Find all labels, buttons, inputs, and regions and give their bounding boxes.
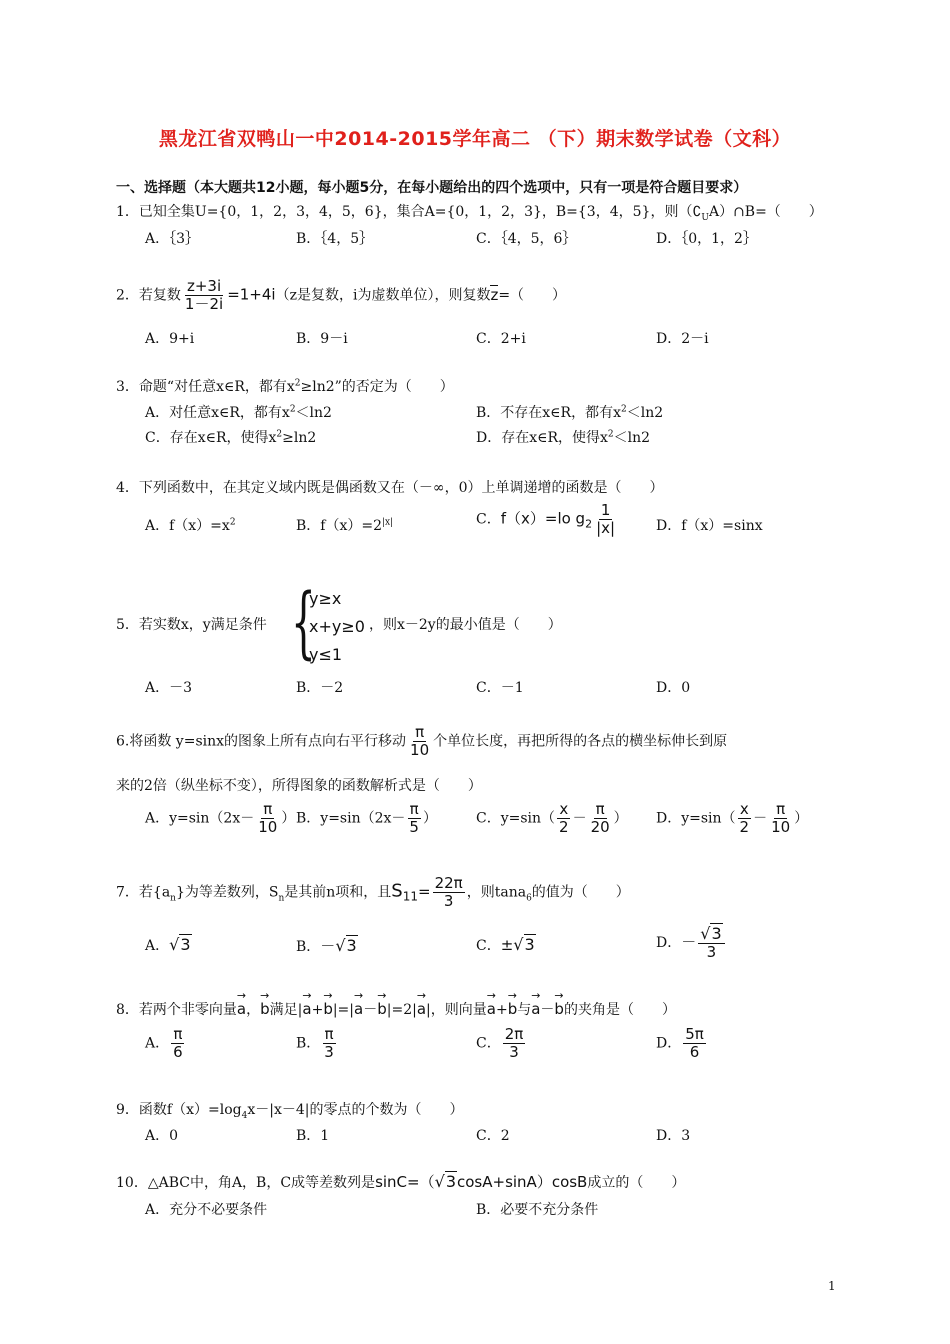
q10-option-b: B．必要不充分条件 [476, 1202, 599, 1218]
q7-option-b: B．－√3 [296, 936, 357, 955]
q6-option-a: A．y=sin（2x－ $\frac{\pi}{10}$ ） [145, 800, 296, 836]
q6-option-d: D．y=sin（ $\frac{x}{2}$ － $\frac{\pi}{10}$ ） [656, 800, 809, 836]
q8-option-c: C． $\frac{2\pi}{3}$ [476, 1025, 524, 1061]
q9-option-b: B．1 [296, 1128, 330, 1144]
question-1-stem: 1．已知全集U={0，1，2，3，4，5，6}，集合A={0，1，2，3}，B={3，4，5}，则$(∁_UA)\cap B=$（ ） [116, 204, 823, 223]
q4-option-b: B．$f(x)=2^{|x|}$ [296, 517, 394, 534]
q9-option-d: D．3 [656, 1128, 691, 1144]
q4-option-d: D．f（x）=sinx [656, 518, 763, 534]
question-8-stem: 8．若两个非零向量→ a，→ b满足|→ a+→ b|=|→ a－→ b|=2|→ a|，则向量→ a+→ b与→ a－→ b的夹角是（ ） [116, 999, 676, 1019]
q2-fraction: $\frac{z+3i}{1-2i}$ [184, 277, 224, 313]
question-2-stem: 2．若复数 $\frac{z+3i}{1-2i}$ =1+4i（z是复数，i为虚数单位），则复数z=（ ） [116, 277, 567, 313]
page-number: 1 [828, 1279, 836, 1293]
inequality-3: y≤1 [309, 645, 343, 664]
q8-option-d: D． $\frac{5\pi}{6}$ [656, 1025, 704, 1061]
q3-option-b: B．不存在x∈R，都有$x^2<\ln 2$ [476, 404, 664, 421]
q5-option-d: D．0 [656, 680, 691, 696]
q6-option-b: B．y=sin（2x－ $\frac{\pi}{5}$ ） [296, 800, 437, 836]
question-5-post: ，则x－2y的最小值是（ ） [369, 617, 562, 633]
q5-option-a: A．－3 [145, 680, 193, 696]
q2-option-b: B．9－i [296, 331, 348, 347]
q3-option-d: D．存在x∈R，使得$x^2<\ln 2$ [476, 429, 651, 446]
q5-option-c: C．－1 [476, 680, 524, 696]
exam-title: 黑龙江省双鸭山一中2014-2015学年高二 （下）期末数学试卷（文科） [158, 128, 792, 150]
question-6-line1: 6.将函数 y=sinx的图象上所有点向右平行移动 $\frac{\pi}{10}$ 个单位长度，再把所得的各点的横坐标伸长到原 [116, 723, 728, 759]
q5-option-b: B．－2 [296, 680, 344, 696]
inequality-system [309, 585, 365, 669]
q10-option-a: A．充分不必要条件 [145, 1202, 268, 1218]
question-9-stem: 9．函数$f(x)=\log_4x-|x-4|$的零点的个数为（ ） [116, 1102, 464, 1121]
question-3-stem: 3．命题“对任意x∈R，都有$x^2\ge\ln 2$”的否定为（ ） [116, 378, 454, 395]
question-5-pre: 5．若实数x，y满足条件 [116, 617, 267, 633]
q2-option-c: C．2+i [476, 331, 526, 347]
q4-option-c: C．f（x）=lo $g_2$ $\frac{1}{|x|}$ [476, 501, 616, 537]
q1-option-b: B．｛4，5｝ [296, 231, 374, 247]
q1-option-d: D．｛0，1，2｝ [656, 231, 757, 247]
q7-option-a: A．√3 [145, 935, 191, 954]
inequality-2: x+y≥0 [309, 617, 365, 636]
q2-option-a: A．9+i [145, 331, 195, 347]
q7-option-c: C．±√3 [476, 935, 535, 954]
question-6-line2: 来的2倍（纵坐标不变），所得图象的函数解析式是（ ） [116, 778, 482, 794]
q3-option-a: A．对任意x∈R，都有$x^2<\ln 2$ [145, 404, 332, 421]
q8-option-b: B． $\frac{\pi}{3}$ [296, 1025, 334, 1061]
q3-option-c: C．存在x∈R，使得$x^2\ge\ln 2$ [145, 429, 317, 446]
question-10-stem: 10．△ABC中，角A，B，C成等差数列是sinC=（√3cosA+sinA）cosB成立的（ ） [116, 1172, 686, 1191]
inequality-1: y≥x [309, 589, 342, 608]
question-4-stem: 4．下列函数中，在其定义域内既是偶函数又在（－∞，0）上单调递增的函数是（ ） [116, 480, 664, 496]
q4-option-a: A．$f(x)=x^2$ [145, 517, 236, 534]
q7-option-d: D．－ $\frac{√3}{3}$ [656, 925, 727, 961]
system-brace: { [291, 578, 316, 668]
q9-option-c: C．2 [476, 1128, 510, 1144]
question-7-stem: 7．若$\{a_n\}$为等差数列，$S_n$是其前n项和，且S11= $\frac{22\pi}{3}$ ，则tana$_6$的值为（ ） [116, 874, 630, 910]
q6-option-c: C．y=sin（ $\frac{x}{2}$ － $\frac{\pi}{20}$ ） [476, 800, 628, 836]
q9-option-a: A．0 [145, 1128, 179, 1144]
q8-option-a: A． $\frac{\pi}{6}$ [145, 1025, 183, 1061]
section-heading: 一、选择题（本大题共12小题，每小题5分，在每小题给出的四个选项中，只有一项是符合题目要求） [116, 180, 748, 196]
q2-option-d: D．2－i [656, 331, 709, 347]
q1-option-c: C．｛4，5，6｝ [476, 231, 577, 247]
q1-option-a: A．｛3｝ [145, 231, 200, 247]
